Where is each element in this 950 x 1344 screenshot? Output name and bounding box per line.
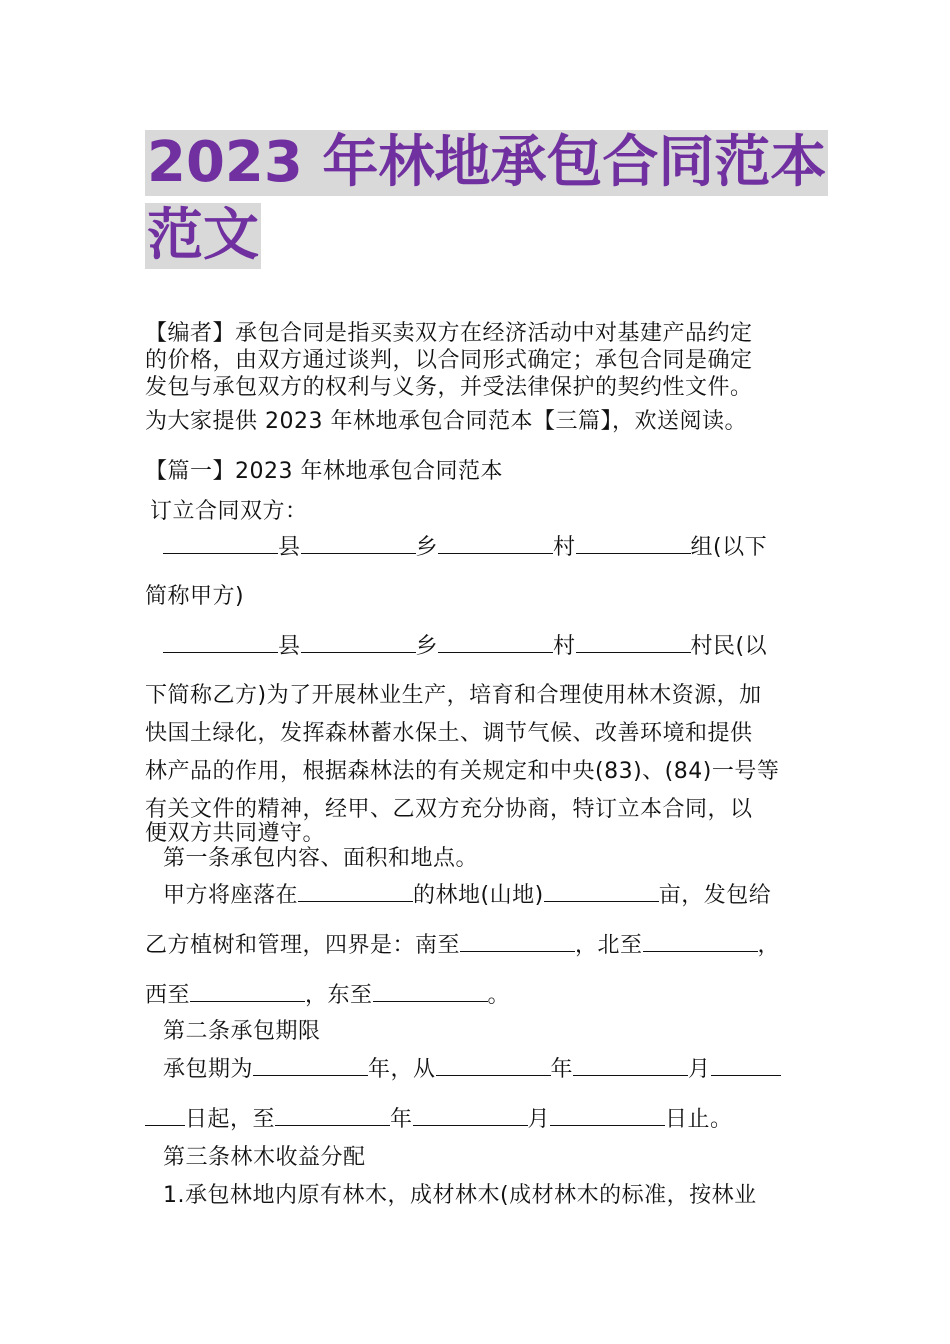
party-a-township: 乡 [415, 535, 439, 560]
party-a-county: 县 [278, 535, 301, 560]
party-b-village: 村 [553, 634, 576, 659]
blank-field [711, 1057, 781, 1076]
party-a-group: 组(以下 [690, 535, 768, 560]
article-1-line-3 [145, 982, 810, 1010]
text-run: 日止。 [665, 1107, 733, 1132]
preamble-line-4: 有关文件的精神，经甲、乙双方充分协商，特订立本合同，以 [145, 797, 753, 822]
title-line-1: 2023 年林地承包合同范本 [147, 130, 827, 195]
blank-field [436, 1057, 551, 1076]
intro-line-3: 发包与承包双方的权利与义务，并受法律保护的契约性文件。 [145, 375, 753, 400]
blank-field [413, 1107, 528, 1126]
text-run: 年 [390, 1107, 413, 1132]
preamble-line-5: 便双方共同遵守。 [145, 821, 326, 846]
text-run: 西至 [145, 983, 191, 1008]
blank-field [163, 634, 278, 653]
article-1-line-2 [145, 932, 810, 960]
article-2-line-1 [163, 1056, 828, 1084]
party-a-suffix: 简称甲方) [145, 584, 245, 609]
preamble-line-1: 下简称乙方)为了开展林业生产，培育和合理使用林木资源，加 [145, 683, 762, 708]
article-1-title: 第一条承包内容、面积和地点。 [163, 846, 479, 871]
text-run: 月 [527, 1107, 551, 1132]
party-b-county: 县 [278, 634, 301, 659]
article-2-title: 第二条承包期限 [163, 1019, 321, 1044]
text-run: ，东至 [305, 983, 373, 1008]
intro-line-2: 的价格，由双方通过谈判，以合同形式确定；承包合同是确定 [145, 348, 753, 373]
text-run: 的林地(山地) [413, 883, 544, 908]
party-a-village: 村 [553, 535, 576, 560]
blank-field [190, 983, 305, 1002]
blank-field [298, 883, 413, 902]
text-run: 乙方植树和管理，四界是：南至 [145, 933, 461, 958]
text-run: 亩，发包给 [658, 883, 772, 908]
party-b-line [163, 633, 828, 661]
blank-field [544, 883, 659, 902]
text-run: 年，从 [368, 1057, 436, 1082]
article-3-item-1: 1.承包林地内原有林木，成材林木(成材林木的标准，按林业 [163, 1183, 757, 1208]
blank-field [275, 1107, 390, 1126]
section-heading: 【篇一】2023 年林地承包合同范本 [145, 459, 503, 484]
party-a-line [163, 534, 828, 562]
party-b-villager: 村民(以 [690, 634, 768, 659]
text-run: 承包期为 [163, 1057, 254, 1082]
blank-field [301, 535, 416, 554]
blank-field [573, 1057, 688, 1076]
preamble-line-3: 林产品的作用，根据森林法的有关规定和中央(83)、(84)一号等 [145, 759, 780, 784]
article-2-line-2 [145, 1106, 810, 1134]
preamble-line-2: 快国土绿化，发挥森林蓄水保土、调节气候、改善环境和提供 [145, 721, 753, 746]
blank-field [643, 933, 758, 952]
blank-field [301, 634, 416, 653]
title-line-2: 范文 [147, 203, 259, 268]
intro-line-4: 为大家提供 2023 年林地承包合同范本【三篇】，欢送阅读。 [145, 409, 747, 434]
article-1-line-1 [163, 882, 828, 910]
party-b-township: 乡 [415, 634, 439, 659]
text-run: 年 [550, 1057, 574, 1082]
blank-field [438, 634, 553, 653]
text-run: 。 [487, 983, 511, 1008]
intro-line-1: 【编者】承包合同是指买卖双方在经济活动中对基建产品约定 [145, 321, 753, 346]
blank-field [438, 535, 553, 554]
text-run: 甲方将座落在 [163, 883, 299, 908]
text-run: 日起，至 [185, 1107, 276, 1132]
blank-field [145, 1107, 185, 1126]
blank-field [373, 983, 488, 1002]
text-run: ，北至 [575, 933, 643, 958]
blank-field [460, 933, 575, 952]
blank-field [253, 1057, 368, 1076]
text-run: ， [757, 933, 781, 958]
blank-field [576, 634, 691, 653]
parties-label: 订立合同双方： [150, 499, 308, 524]
text-run: 月 [688, 1057, 711, 1082]
blank-field [163, 535, 278, 554]
blank-field [576, 535, 691, 554]
article-3-title: 第三条林木收益分配 [163, 1145, 366, 1170]
blank-field [550, 1107, 665, 1126]
